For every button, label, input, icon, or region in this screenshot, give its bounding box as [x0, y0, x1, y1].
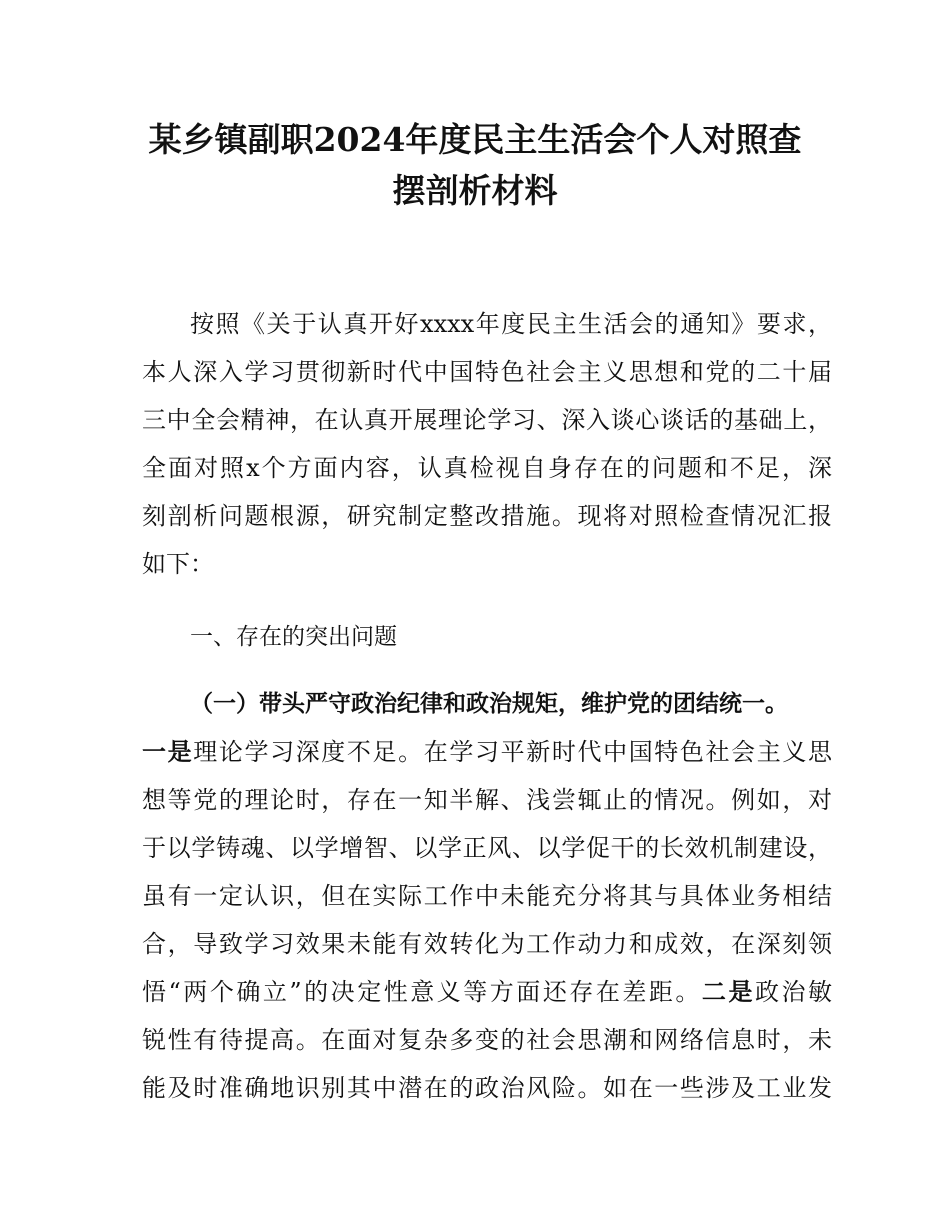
intro-line-1: 按照《关于认真开好xxxx年度民主生活会的通知》要求，	[190, 310, 832, 338]
document-title-line-1: 某乡镇副职2024年度民主生活会个人对照查	[148, 120, 802, 159]
intro-line-4: 全面对照x个方面内容，认真检视自身存在的问题和不足，深	[142, 454, 832, 482]
intro-line-5: 刻剖析问题根源，研究制定整改措施。现将对照检查情况汇报	[142, 502, 832, 530]
body-line-6-end: 政治敏	[754, 978, 833, 1006]
body-line-2: 想等党的理论时，存在一知半解、浅尝辄止的情况。例如，对	[142, 786, 832, 814]
document-title-line-2: 摆剖析材料	[392, 171, 558, 210]
body-line-7: 锐性有待提高。在面对复杂多变的社会思潮和网络信息时，未	[142, 1026, 832, 1054]
body-line-6-text: 悟“两个确立”的决定性意义等方面还存在差距。	[142, 978, 702, 1006]
body-line-5: 合，导致学习效果未能有效转化为工作动力和成效，在深刻领	[142, 930, 832, 958]
body-line-3: 于以学铸魂、以学增智、以学正风、以学促干的长效机制建设，	[142, 834, 832, 862]
body-line-1-text: 理论学习深度不足。在学习平新时代中国特色社会主义思	[193, 738, 833, 766]
body-line-8: 能及时准确地识别其中潜在的政治风险。如在一些涉及工业发	[142, 1074, 832, 1102]
intro-line-3: 三中全会精神，在认真开展理论学习、深入谈心谈话的基础上，	[142, 406, 832, 434]
intro-line-6: 如下：	[142, 550, 214, 578]
point-lead-1: 一是	[142, 738, 194, 766]
intro-line-2: 本人深入学习贯彻新时代中国特色社会主义思想和党的二十届	[142, 358, 832, 386]
body-line-6	[142, 976, 832, 1008]
subsection-heading: （一）带头严守政治纪律和政治规矩，维护党的团结统一。	[190, 691, 788, 717]
section-heading: 一、存在的突出问题	[190, 624, 397, 650]
body-line-4: 虽有一定认识，但在实际工作中未能充分将其与具体业务相结	[142, 882, 832, 910]
point-lead-2: 二是	[701, 978, 755, 1006]
body-line-1	[142, 736, 832, 768]
